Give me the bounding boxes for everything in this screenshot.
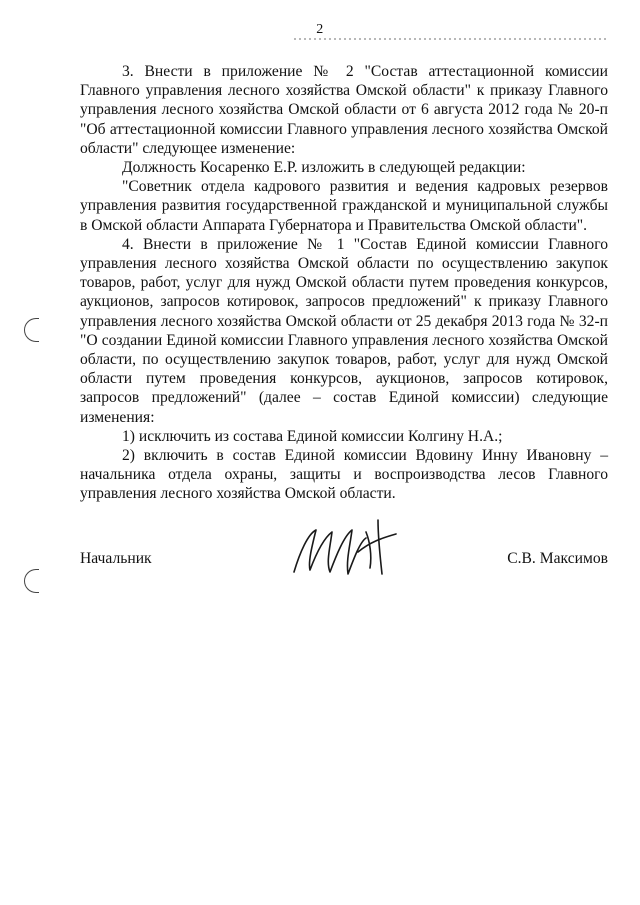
signer-name: С.В. Максимов bbox=[507, 550, 608, 567]
paragraph-item-3: 3. Внести в приложение № 2 "Состав аттестационной комиссии Главного управления лесного хозяйства Омской области" к приказу Главного управления лесного хозяйства Омской области от 6 августа 2012 года № 20-п "Об аттестационной комиссии Главного управления лесного хозяйства Омской области" следующее изменение: bbox=[80, 63, 608, 157]
signer-position: Начальник bbox=[80, 550, 152, 567]
paragraph-subitem-2: 2) включить в состав Единой комиссии Вдовину Инну Ивановну – начальника отдела охраны, защиты и воспроизводства лесов Главного управления лесного хозяйства Омской области. bbox=[80, 447, 608, 503]
paragraph-item-4: 4. Внести в приложение № 1 "Состав Единой комиссии Главного управления лесного хозяйства Омской области по осуществлению закупок товаров, работ, услуг для нужд Омской области путем проведения конкурсов, аукционов, запросов котировок, запросов предложений" к приказу Главного управления лесного хозяйства Омской области от 25 декабря 2013 года № 32-п "О создании Единой комиссии Главного управления лесного хозяйства Омской области, по осуществлению закупок товаров, работ, услуг для нужд Омской области путем проведения конкурсов, аукционов, запросов котировок, запросов предложений" (далее – состав Единой комиссии) следующие изменения: bbox=[80, 235, 608, 426]
scan-artifact-line bbox=[294, 38, 606, 40]
page-number: 2 bbox=[316, 22, 324, 37]
document-body bbox=[80, 62, 608, 504]
paragraph-new-position-text: "Советник отдела кадрового развития и ведения кадровых резервов управления развития государственной гражданской и муниципальной службы в Омской области Аппарата Губернатора и Правительства Омской области". bbox=[80, 178, 608, 234]
paragraph-subitem-1: 1) исключить из состава Единой комиссии Колгину Н.А.; bbox=[122, 427, 503, 445]
punch-hole-mark bbox=[24, 569, 39, 593]
punch-hole-mark bbox=[24, 318, 39, 342]
paragraph-position-change: Должность Косаренко Е.Р. изложить в следующей редакции: bbox=[122, 159, 526, 177]
handwritten-signature bbox=[286, 512, 406, 582]
